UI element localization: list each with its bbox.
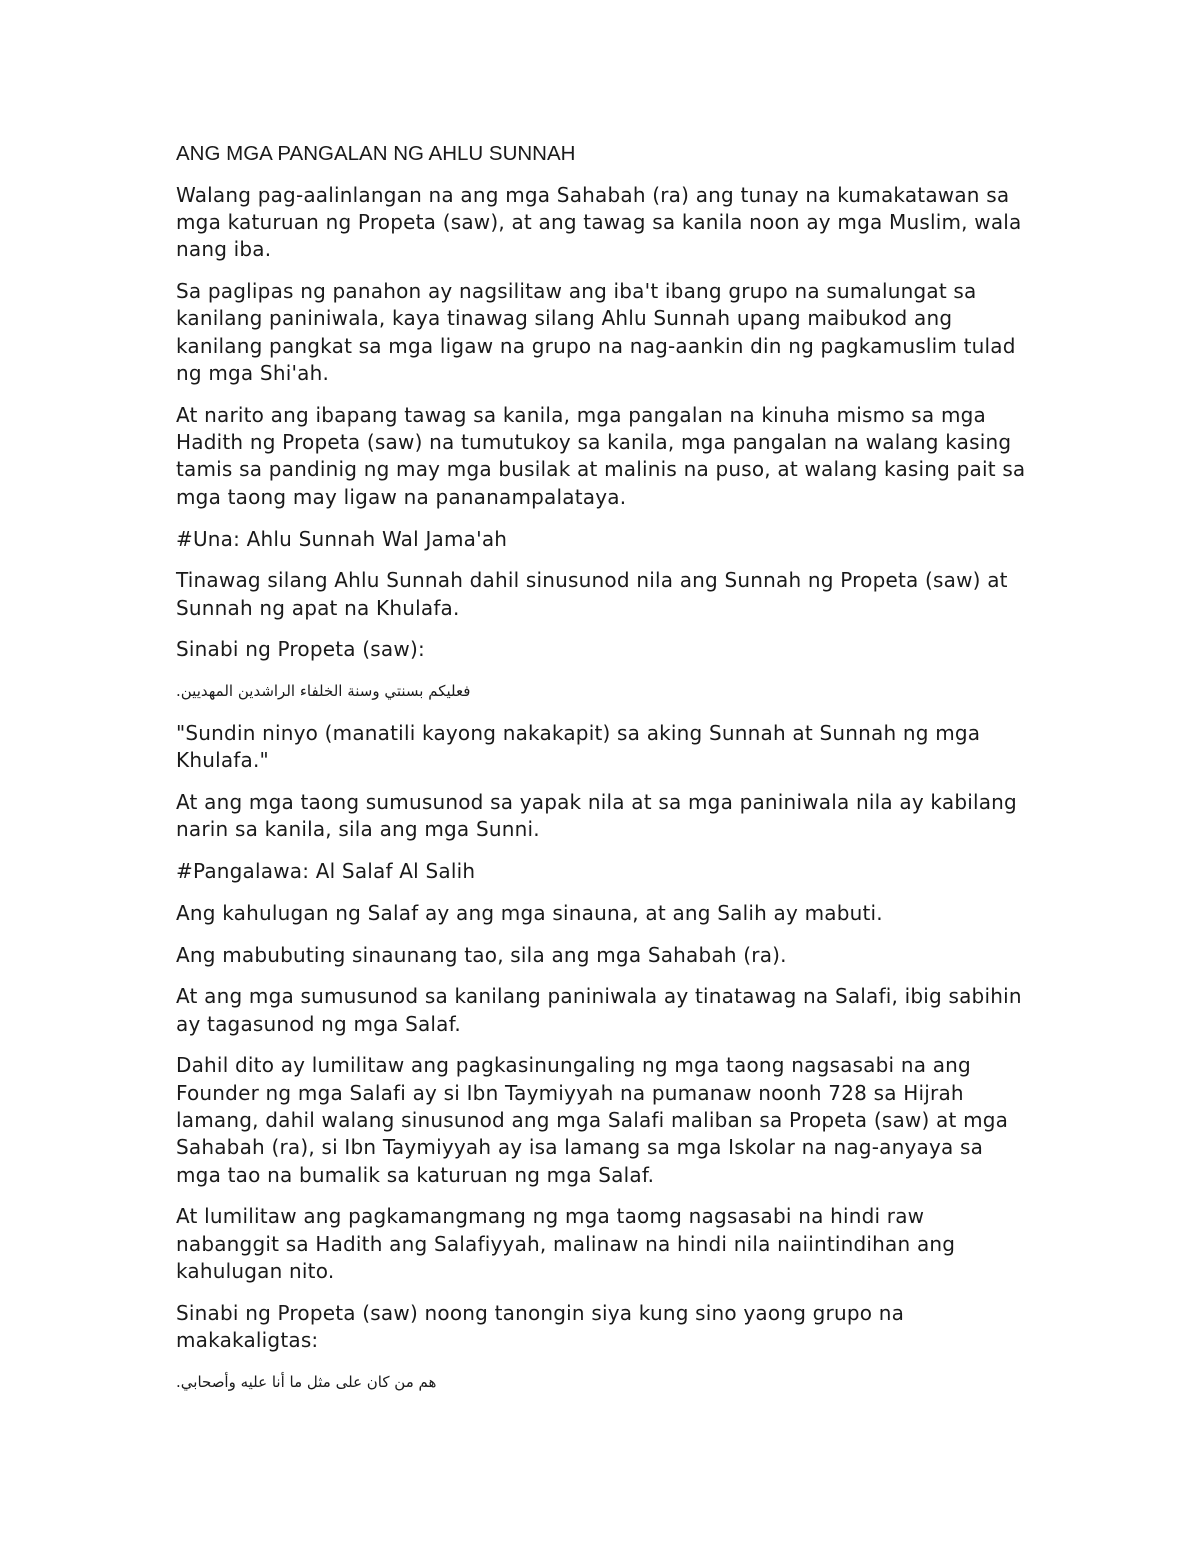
paragraph: At ang mga sumusunod sa kanilang paniniwala ay tinatawag na Salafi, ibig sabihin ay tagasunod ng mga Salaf. [176, 984, 1022, 1036]
document-title: ANG MGA PANGALAN NG AHLU SUNNAH [176, 142, 576, 165]
arabic-hadith-quote: هم من كان على مثل ما أنا عليه وأصحابي. [176, 1372, 437, 1391]
translation-quote: "Sundin ninyo (manatili kayong nakakapit) sa aking Sunnah at Sunnah ng mga Khulafa." [176, 720, 981, 773]
paragraph: Sinabi ng Propeta (saw) noong tanongin siya kung sino yaong grupo na makakaligtas: [176, 1300, 905, 1353]
paragraph: Sa paglipas ng panahon ay nagsilitaw ang iba't ibang grupo na sumalungat sa kanilang paniniwala, kaya tinawag silang Ahlu Sunnah upang maibukod ang kanilang pangkat sa mga ligaw na grupo na nag-aankin din ng pagkamuslim tulad ng mga Shi'ah. [176, 279, 1016, 386]
paragraph: Ang kahulugan ng Salaf ay ang mga sinauna, at ang Salih ay mabuti. [176, 900, 883, 925]
paragraph: Ang mabubuting sinaunang tao, sila ang mga Sahabah (ra). [176, 942, 787, 967]
arabic-hadith-quote: فعليكم بسنتي وسنة الخلفاء الراشدين المهديين. [176, 682, 471, 701]
paragraph: Walang pag-aalinlangan na ang mga Sahabah (ra) ang tunay na kumakatawan sa mga katuruan ng Propeta (saw), at ang tawag sa kanila noon ay mga Muslim, wala nang iba. [176, 182, 1022, 262]
section-heading-pangalawa: #Pangalawa: Al Salaf Al Salih [176, 858, 476, 883]
section-heading-una: #Una: Ahlu Sunnah Wal Jama'ah [176, 526, 508, 551]
paragraph: Dahil dito ay lumilitaw ang pagkasinungaling ng mga taong nagsasabi na ang Founder ng mga Salafi ay si Ibn Taymiyyah na pumanaw noonh 728 sa Hijrah lamang, dahil walang sinusunod ang mga Salafi maliban sa Propeta (saw) at mga Sahabah (ra), si Ibn Taymiyyah ay isa lamang sa mga Iskolar na nag-anyaya sa mga tao na bumalik sa katuruan ng mga Salaf. [176, 1053, 1009, 1187]
paragraph: At lumilitaw ang pagkamangmang ng mga taomg nagsasabi na hindi raw nabanggit sa Hadith ang Salafiyyah, malinaw na hindi nila naiintindihan ang kahulugan nito. [176, 1204, 956, 1283]
paragraph: At narito ang ibapang tawag sa kanila, mga pangalan na kinuha mismo sa mga Hadith ng Propeta (saw) na tumutukoy sa kanila, mga pangalan na walang kasing tamis sa pandinig ng may mga busilak at malinis na puso, at walang kasing pait sa mga taong may ligaw na pananampalataya. [176, 402, 1026, 509]
paragraph: At ang mga taong sumusunod sa yapak nila at sa mga paniniwala nila ay kabilang narin sa kanila, sila ang mga Sunni. [176, 789, 1017, 842]
paragraph: Sinabi ng Propeta (saw): [176, 637, 425, 662]
document-page [176, 140, 1026, 1410]
paragraph: Tinawag silang Ahlu Sunnah dahil sinusunod nila ang Sunnah ng Propeta (saw) at Sunnah ng apat na Khulafa. [176, 568, 1008, 620]
